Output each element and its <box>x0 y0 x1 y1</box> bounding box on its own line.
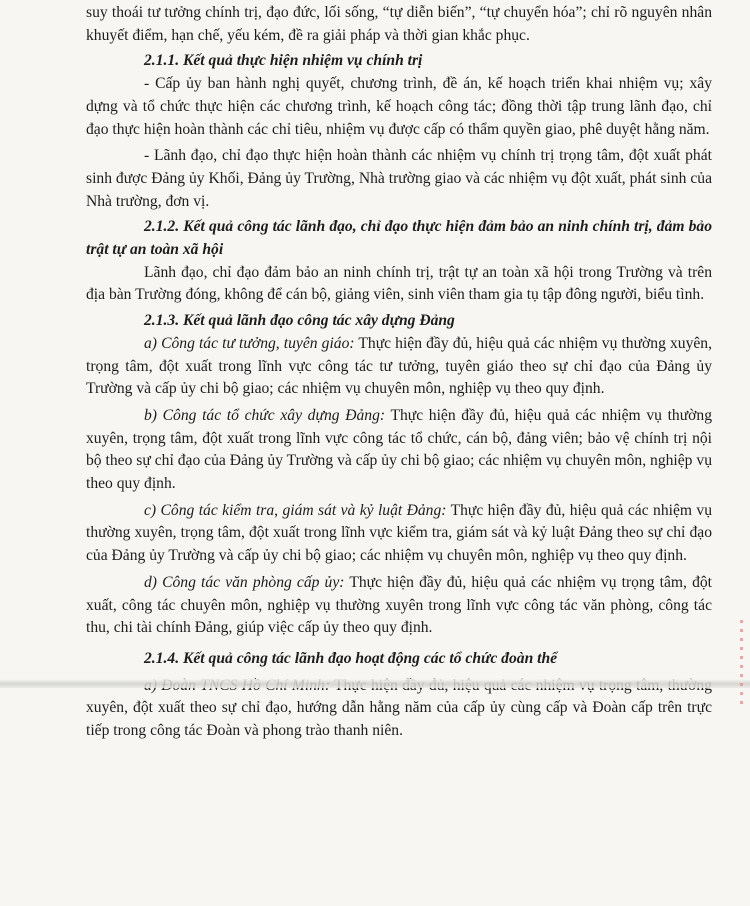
paragraph-intro: suy thoái tư tưởng chính trị, đạo đức, lối sống, “tự diễn biến”, “tự chuyển hóa”; chỉ rõ nguyên nhân khuyết điểm, hạn chế, yếu kém, đề ra giải pháp và thời gian khắc phục. <box>86 4 712 44</box>
body-youth-union: xuyên, đột xuất theo sự chỉ đạo, hướng dẫn hằng năm của cấp ủy cùng cấp và Đoàn cấp trên trực tiếp trong công tác Đoàn và phong trào thanh niên. <box>86 699 712 740</box>
lead-ideology: a) Công tác tư tưởng, tuyên giáo: <box>144 334 355 352</box>
heading-2-1-4: 2.1.4. Kết quả công tác lãnh đạo hoạt động các tổ chức đoàn thể <box>144 649 558 667</box>
paragraph-2-1-1-a: - Cấp ủy ban hành nghị quyết, chương trình, đề án, kế hoạch triển khai nhiệm vụ; xây dựng và tổ chức thực hiện các chương trình, kế hoạch công tác; đồng thời tập trung lãnh đạo, chỉ đạo thực hiện hoàn thành các chỉ tiêu, nhiệm vụ được cấp có thẩm quyền giao, phê duyệt hằng năm. <box>86 75 712 138</box>
lead-organization: b) Công tác tổ chức xây dựng Đảng: <box>144 406 386 424</box>
body-inspection: Thực hiện đầy đủ, hiệu quả các nhiệm vụ thường xuyên, trọng tâm, đột xuất trong lĩnh vực kiểm tra, giám sát và kỷ luật Đảng theo sự chỉ đạo của Đảng ủy Trường và cấp ủy chi bộ giao; các nhiệm vụ chuyên môn, nghiệp vụ theo quy định. <box>86 501 712 565</box>
paragraph-2-1-2: Lãnh đạo, chỉ đạo đảm bảo an ninh chính trị, trật tự an toàn xã hội trong Trường và trên địa bàn Trường đóng, không để cán bộ, giảng viên, sinh viên tham gia tụ tập đông người, biểu tình. <box>86 263 712 304</box>
paragraph-organization <box>86 405 712 496</box>
body-office: Thực hiện đầy đủ, hiệu quả các nhiệm vụ trọng tâm, đột xuất, công tác chuyên môn, nghiệp vụ thường xuyên trong lĩnh vực công tác văn phòng, công tác thu, chi tài chính Đảng, giúp việc cấp ủy theo quy định. <box>86 573 712 637</box>
heading-2-1-3: 2.1.3. Kết quả lãnh đạo công tác xây dựng Đảng <box>144 312 455 330</box>
paragraph-2-1-1-b: - Lãnh đạo, chỉ đạo thực hiện hoàn thành các nhiệm vụ chính trị trọng tâm, đột xuất phát sinh được Đảng ủy Khối, Đảng ủy Trường, Nhà trường giao và các nhiệm vụ đột xuất, phát sinh của Nhà trường, đơn vị. <box>86 147 712 210</box>
paragraph-ideology <box>86 333 712 401</box>
scan-seam <box>0 679 750 688</box>
paragraph-office <box>86 572 712 640</box>
heading-2-1-2: 2.1.2. Kết quả công tác lãnh đạo, chỉ đạo thực hiện đảm bảo an ninh chính trị, đảm bảo trật tự an toàn xã hội <box>86 218 712 259</box>
body-ideology: Thực hiện đầy đủ, hiệu quả các nhiệm vụ thường xuyên, trọng tâm, đột xuất trong lĩnh vực công tác tư tưởng, tuyên giáo theo sự chỉ đạo của Đảng ủy Trường và cấp ủy chi bộ giao; các nhiệm vụ chuyên môn, nghiệp vụ theo quy định. <box>86 334 712 398</box>
lead-office: d) Công tác văn phòng cấp ủy: <box>144 573 345 591</box>
heading-2-1-1: 2.1.1. Kết quả thực hiện nhiệm vụ chính trị <box>144 52 423 70</box>
body-organization: Thực hiện đầy đủ, hiệu quả các nhiệm vụ thường xuyên, trọng tâm, đột xuất trong lĩnh vực công tác tổ chức, cán bộ, đảng viên; bảo vệ chính trị nội bộ theo sự chỉ đạo của Đảng ủy Trường và cấp ủy chi bộ giao; các nhiệm vụ chuyên môn, nghiệp vụ theo quy định. <box>86 406 713 493</box>
paragraph-inspection <box>86 500 712 568</box>
lead-inspection: c) Công tác kiểm tra, giám sát và kỷ luật Đảng: <box>144 501 447 519</box>
margin-marks <box>740 620 743 710</box>
